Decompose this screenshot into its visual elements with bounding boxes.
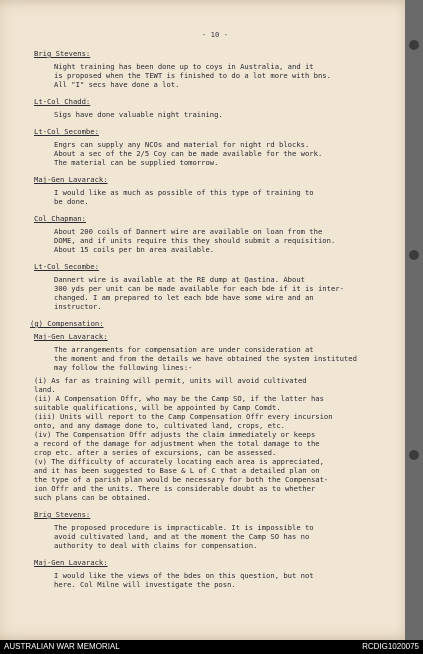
speaker-name: Maj-Gen Lavarack: <box>34 175 108 184</box>
archive-name: AUSTRALIAN WAR MEMORIAL <box>4 642 120 651</box>
punch-hole <box>409 450 419 460</box>
speaker-name: Maj-Gen Lavarack: <box>34 558 108 567</box>
numbered-list <box>30 376 400 502</box>
speaker-name: Lt-Col Chadd: <box>34 97 91 106</box>
speaker-name: Brig Stevens: <box>34 510 91 519</box>
speaker-text: Dannert wire is available at the RE dump at Qastina. About 300 yds per unit can be made available for each bde if it is inter- changed. I am prepared to let each bde have some wire and an instructor. <box>54 275 344 311</box>
speaker-name: Lt-Col Secombe: <box>34 262 99 271</box>
speaker-name: Lt-Col Secombe: <box>34 127 99 136</box>
list-item: (iii) Units will report to the Camp Compensation Offr every incursion onto, and any damage done to, cultivated land, crops, etc. <box>34 412 333 430</box>
speaker-text: Sigs have done valuable night training. <box>54 110 223 119</box>
archive-reference: RCDIG1020075 <box>362 642 419 651</box>
minutes-block <box>30 127 400 167</box>
document-body <box>30 30 400 597</box>
speaker-name: Brig Stevens: <box>34 49 91 58</box>
speaker-text: Engrs can supply any NCOs and material for night rd blocks. About a sec of the 2/5 Coy can be made available for the work. The material can be supplied tomorrow. <box>54 140 323 167</box>
speaker-name: Maj-Gen Lavarack: <box>34 332 108 341</box>
minutes-block <box>30 49 400 89</box>
list-item: (v) The difficulty of accurately locating each area is appreciated, and it has been suggested to Base & L of C that a detailed plan on the type of a parish plan would be necessary for both the Compensat- ion Offr and the units. There is considerable doubt as to whether such plans can be obtained. <box>34 457 329 502</box>
minutes-block <box>30 214 400 254</box>
minutes-block <box>30 510 400 550</box>
speaker-text: Night training has been done up to coys in Australia, and it is proposed when the TEWT is finished to do a lot more with bns. All "I" secs have done a lot. <box>54 62 331 89</box>
list-item: (ii) A Compensation Offr, who may be the Camp SO, if the latter has suitable qualifications, will be appointed by Camp Comdt. <box>34 394 324 412</box>
punch-hole <box>409 40 419 50</box>
speaker-name: Col Chapman: <box>34 214 86 223</box>
list-item: (i) As far as training will permit, units will avoid cultivated land. <box>34 376 307 394</box>
minutes-block <box>30 262 400 311</box>
binding-edge <box>405 0 423 640</box>
speaker-text: The proposed procedure is impracticable. It is impossible to avoid cultivated land, and at the moment the Camp SO has no authority to deal with claims for compensation. <box>54 523 314 550</box>
speaker-text: About 200 coils of Dannert wire are available on loan from the DOME, and if units require this they should submit a requisition. About 15 coils per bn area available. <box>54 227 336 254</box>
speaker-text: I would like the views of the bdes on this question, but not here. Col Milne will investigate the posn. <box>54 571 314 589</box>
minutes-block <box>30 97 400 119</box>
punch-hole <box>409 250 419 260</box>
minutes-block <box>30 175 400 206</box>
archive-footer <box>0 640 423 654</box>
section-intro: The arrangements for compensation are under consideration at the moment and from the details we have obtained the system instituted may follow the following lines:- <box>54 345 357 372</box>
page-number: - 10 - <box>202 30 228 39</box>
minutes-block <box>30 558 400 589</box>
section-heading: (g) Compensation: <box>30 319 104 328</box>
list-item: (iv) The Compensation Offr adjusts the claim immediately or keeps a record of the damage for adjustment when the total damage to the crop etc. after a series of excursions, can be assessed. <box>34 430 320 457</box>
speaker-text: I would like as much as possible of this type of training to be done. <box>54 188 314 206</box>
